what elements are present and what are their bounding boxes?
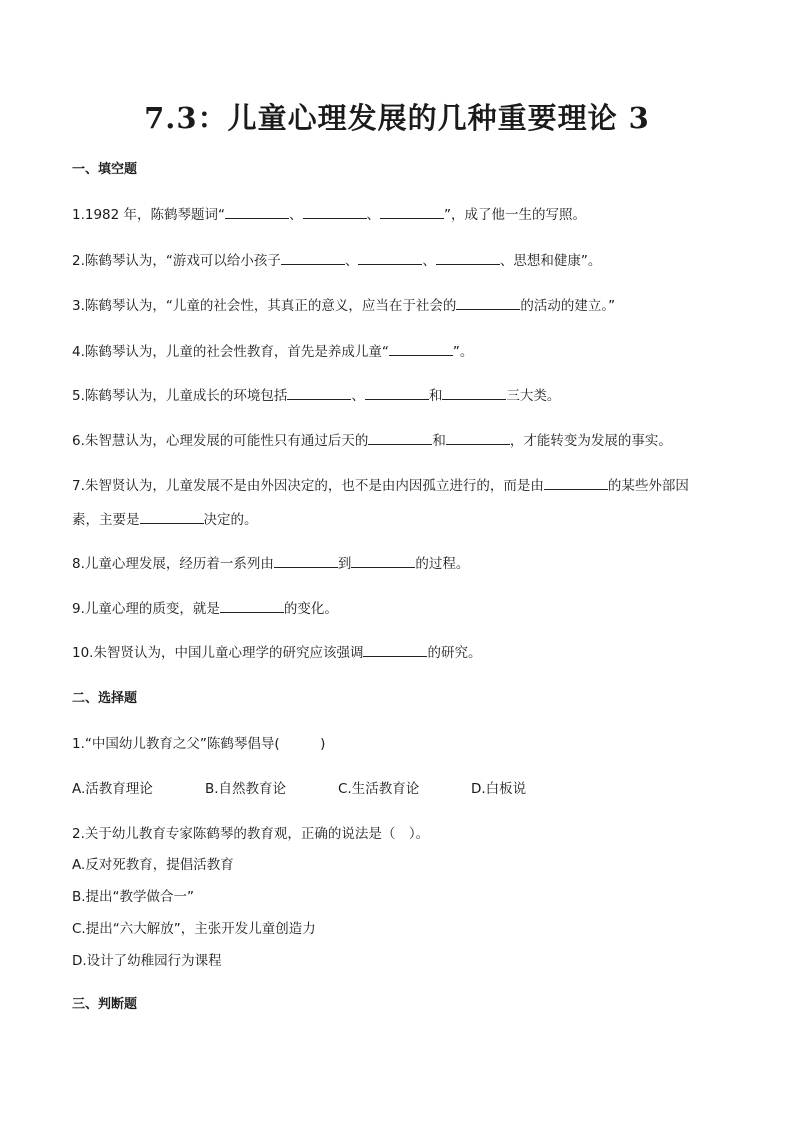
option-c: C.生活教育论 xyxy=(338,781,420,797)
answer-blank xyxy=(303,206,367,219)
page-title: 7.3：儿童心理发展的几种重要理论 3 xyxy=(144,101,650,135)
question-text: ”。 xyxy=(452,344,474,360)
answer-blank xyxy=(436,252,500,265)
question-choice-2-stem: 2.关于幼儿教育专家陈鹤琴的教育观，正确的说法是（ ）。 xyxy=(72,826,430,842)
question-fill-1 xyxy=(72,203,586,223)
question-text: 9.儿童心理的质变，就是 xyxy=(72,601,220,617)
question-text: 和 xyxy=(432,433,446,449)
question-text: 、 xyxy=(351,388,365,404)
question-fill-3 xyxy=(72,294,615,314)
question-fill-7 xyxy=(72,474,689,494)
question-fill-10 xyxy=(72,641,481,661)
answer-blank xyxy=(363,644,427,657)
question-text: 10.朱智贤认为，中国儿童心理学的研究应该强调 xyxy=(72,645,364,661)
question-text: 决定的。 xyxy=(203,512,258,528)
question-choice-2-option-c: C.提出“六大解放”，主张开发儿童创造力 xyxy=(72,921,316,937)
question-fill-6 xyxy=(72,429,672,449)
question-text: 素，主要是 xyxy=(72,512,140,528)
question-text: 、 xyxy=(289,207,303,223)
question-text: 的某些外部因 xyxy=(607,478,689,494)
question-text: ，才能转变为发展的事实。 xyxy=(509,433,672,449)
answer-blank xyxy=(442,387,506,400)
answer-blank xyxy=(544,477,608,490)
question-text: 到 xyxy=(337,556,352,572)
answer-blank xyxy=(368,432,432,445)
question-text: ”，成了他一生的写照。 xyxy=(444,207,587,223)
answer-blank xyxy=(365,387,429,400)
question-text: 3.陈鹤琴认为，“儿童的社会性，其真正的意义，应当在于社会的 xyxy=(72,298,457,314)
answer-blank xyxy=(140,511,204,524)
answer-blank xyxy=(225,206,289,219)
question-text: 的过程。 xyxy=(415,556,470,572)
question-fill-5 xyxy=(72,384,560,404)
question-fill-4 xyxy=(72,340,473,360)
question-text: 、 xyxy=(422,253,436,269)
question-text: 7.朱智贤认为，儿童发展不是由外因决定的，也不是由内因孤立进行的，而是由 xyxy=(72,478,544,494)
option-d: D.白板说 xyxy=(471,781,527,797)
question-text: 6.朱智慧认为，心理发展的可能性只有通过后天的 xyxy=(72,433,369,449)
question-text: 2.陈鹤琴认为，“游戏可以给小孩子 xyxy=(72,253,281,269)
question-text: 5.陈鹤琴认为，儿童成长的环境包括 xyxy=(72,388,288,404)
answer-blank xyxy=(351,555,415,568)
question-text: 8.儿童心理发展，经历着一系列由 xyxy=(72,556,274,572)
question-fill-9 xyxy=(72,597,338,617)
question-fill-2 xyxy=(72,249,601,269)
section-heading-choice: 二、选择题 xyxy=(72,691,138,706)
answer-blank xyxy=(287,387,351,400)
question-text: 、思想和健康”。 xyxy=(499,253,602,269)
question-fill-7-continued xyxy=(72,508,258,528)
answer-blank xyxy=(220,600,284,613)
question-text: 三大类。 xyxy=(506,388,561,404)
question-text: 、 xyxy=(344,253,359,269)
question-fill-8 xyxy=(72,552,469,572)
question-text: 的研究。 xyxy=(427,645,482,661)
option-a: A.活教育理论 xyxy=(72,781,153,797)
answer-blank xyxy=(456,297,520,310)
answer-blank xyxy=(380,206,444,219)
question-choice-1-stem: 1.“中国幼儿教育之父”陈鹤琴倡导( ) xyxy=(72,736,326,752)
answer-blank xyxy=(446,432,510,445)
question-text: 1.1982 年，陈鹤琴题词“ xyxy=(72,207,226,223)
question-choice-1-options xyxy=(72,777,604,797)
question-text: 的活动的建立。” xyxy=(520,298,616,314)
answer-blank xyxy=(281,252,345,265)
section-heading-fill-blank: 一、填空题 xyxy=(72,162,138,177)
question-text: 和 xyxy=(428,388,443,404)
answer-blank xyxy=(389,343,453,356)
answer-blank xyxy=(274,555,338,568)
section-heading-judge: 三、判断题 xyxy=(72,997,138,1012)
question-choice-2-option-d: D.设计了幼稚园行为课程 xyxy=(72,953,222,969)
answer-blank xyxy=(358,252,422,265)
question-choice-2-option-b: B.提出“教学做合一” xyxy=(72,889,195,905)
question-text: 的变化。 xyxy=(283,601,338,617)
question-choice-2-option-a: A.反对死教育，提倡活教育 xyxy=(72,857,234,873)
question-text: 4.陈鹤琴认为，儿童的社会性教育，首先是养成儿童“ xyxy=(72,344,389,360)
question-text: 、 xyxy=(366,207,381,223)
option-b: B.自然教育论 xyxy=(205,781,287,797)
